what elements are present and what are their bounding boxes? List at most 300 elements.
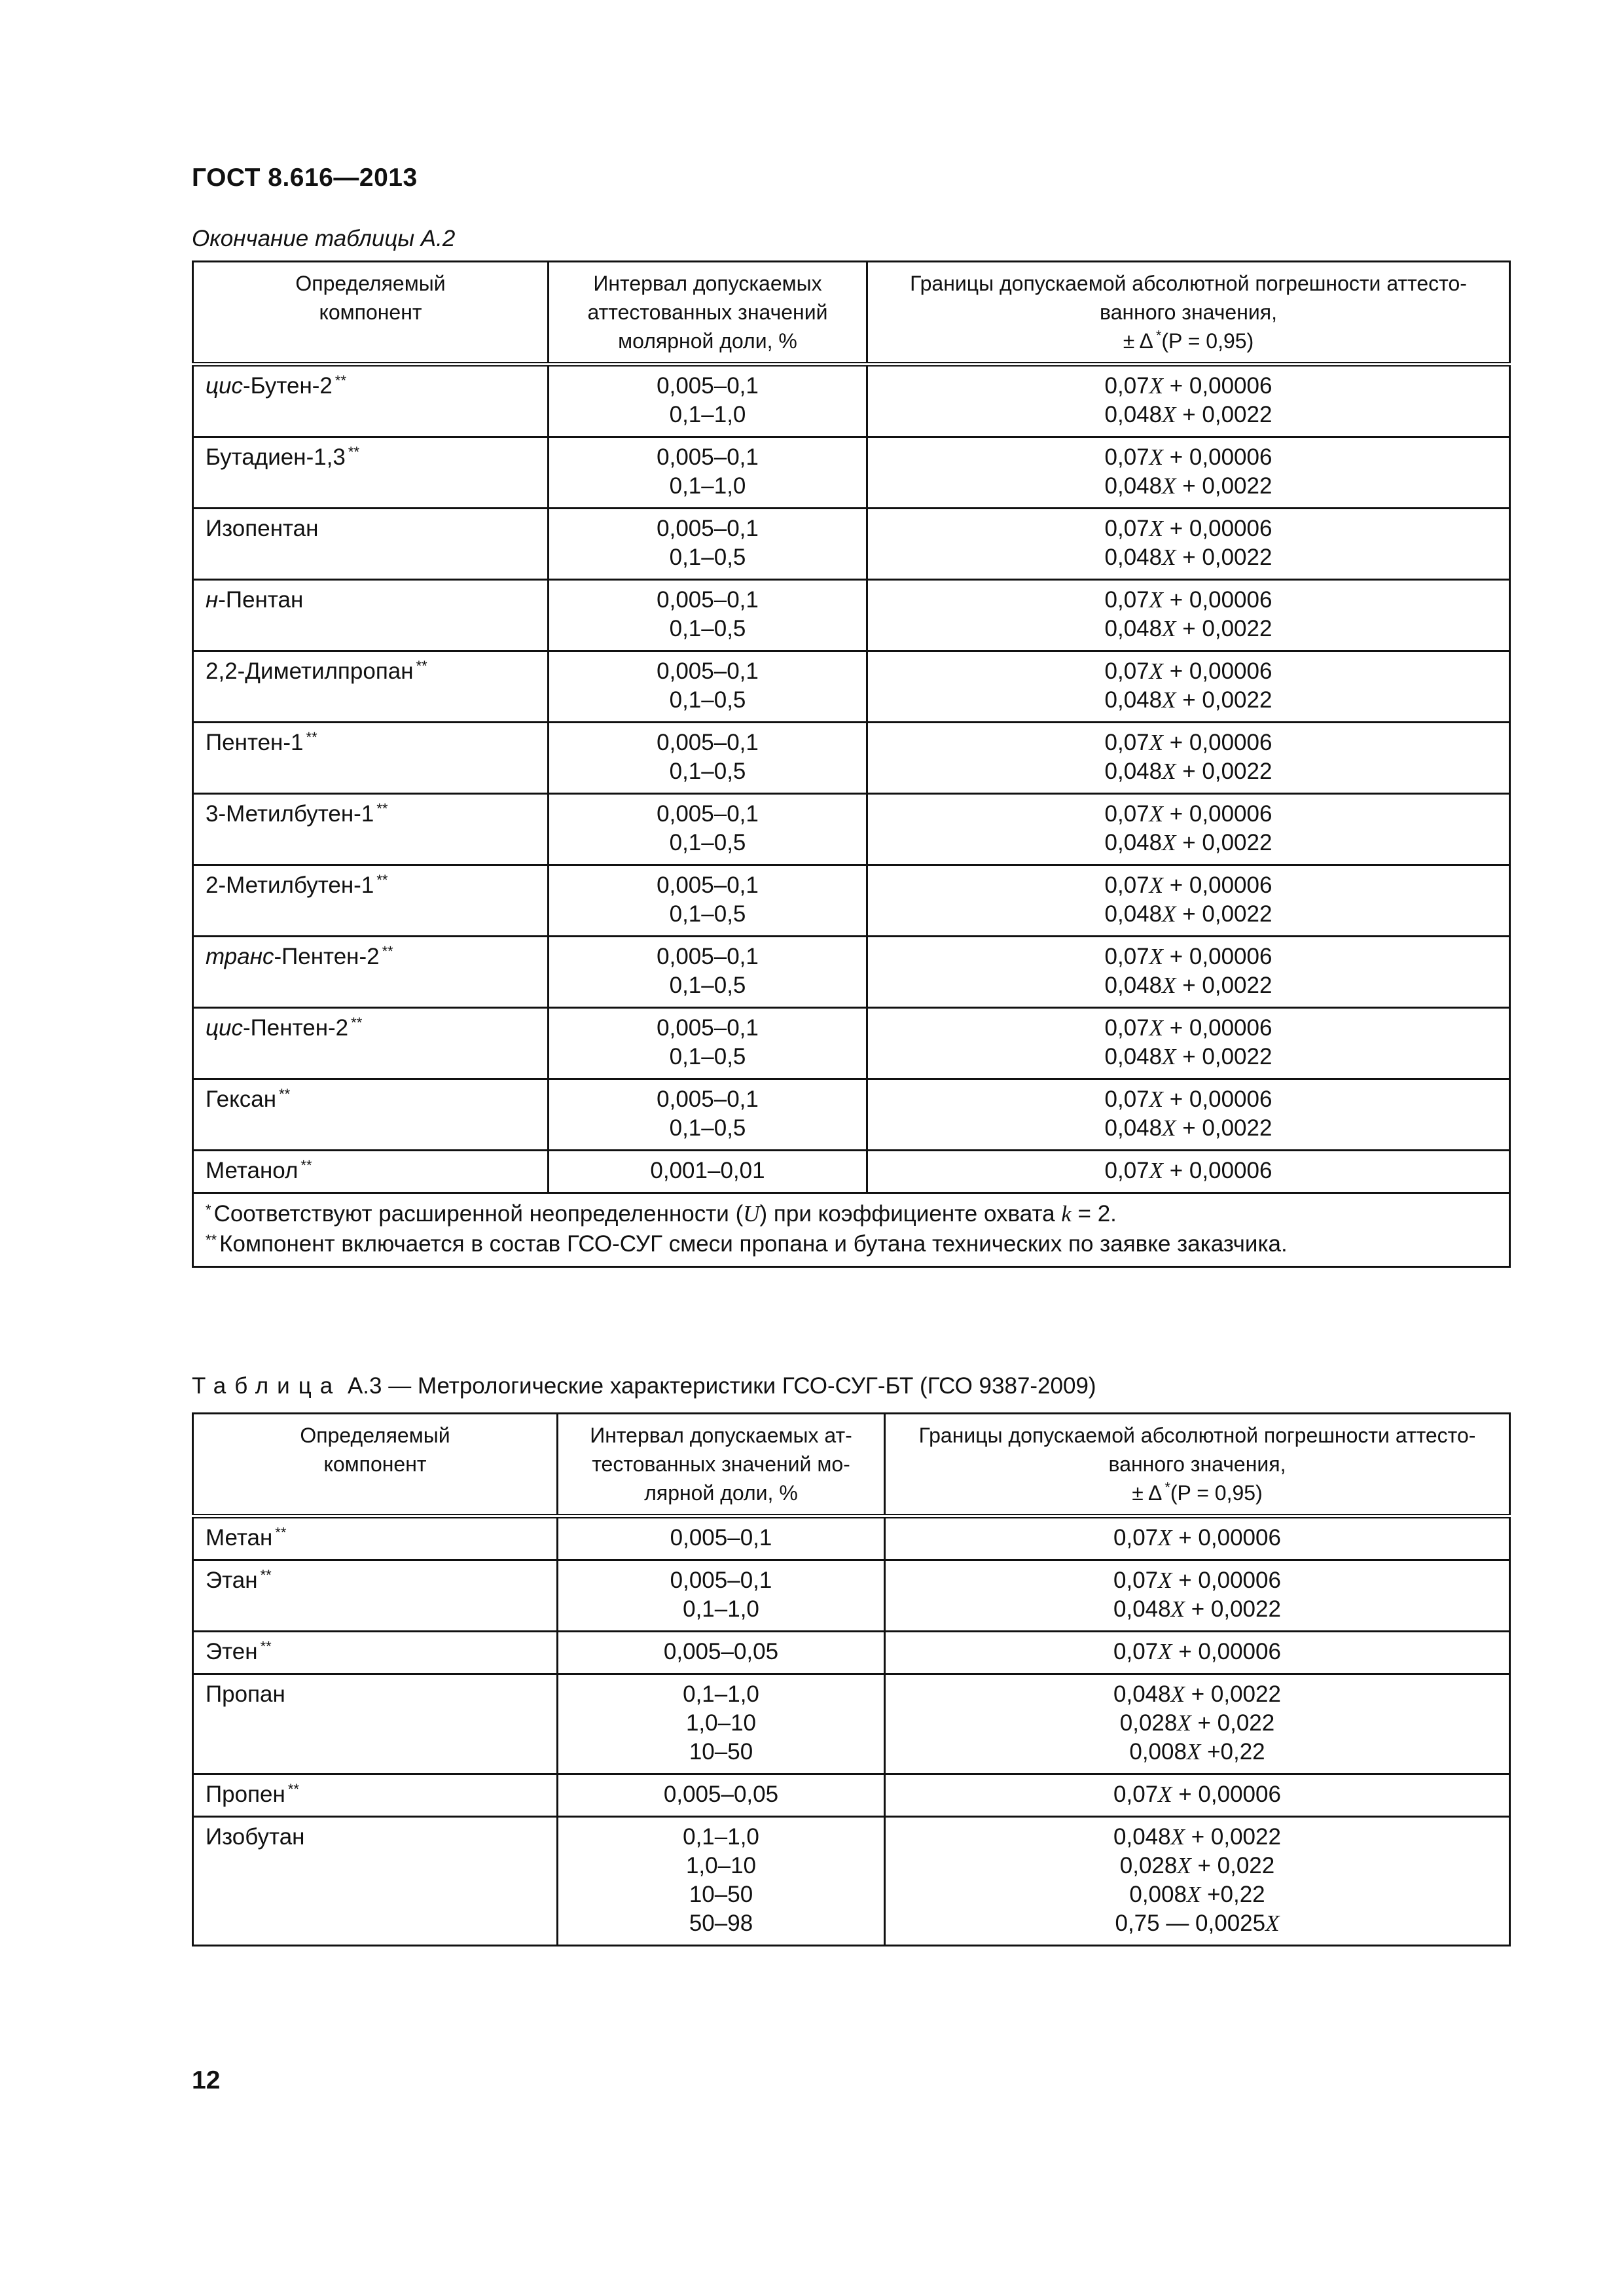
coefficient: 0,07: [1104, 944, 1149, 969]
coefficient: 0,048: [1104, 473, 1163, 499]
table-row: [193, 1817, 1510, 1946]
error-cell: [867, 937, 1510, 1008]
table-a3-header-row: [193, 1414, 1510, 1516]
variable-x: X: [1149, 801, 1164, 827]
interval-cell: [558, 1674, 885, 1774]
interval-value: 0,1–0,5: [669, 830, 746, 855]
variable-x: X: [1162, 1115, 1176, 1141]
component-cell: [193, 1151, 549, 1193]
constant-term: + 0,00006: [1163, 944, 1272, 969]
interval-cell: [549, 580, 867, 651]
error-formula: [897, 1680, 1497, 1709]
error-cell: [867, 509, 1510, 580]
constant-term: + 0,00006: [1163, 1086, 1272, 1112]
coefficient: 0,048: [1104, 687, 1163, 713]
constant-term: + 0,00006: [1163, 516, 1272, 541]
interval-cell: [549, 365, 867, 437]
coefficient: 0,07: [1113, 1639, 1159, 1664]
error-formula: [897, 1823, 1497, 1852]
table-a3: [192, 1412, 1511, 1946]
header-text: Интервал допускаемых ат-: [590, 1424, 852, 1447]
constant-term: + 0,0022: [1176, 402, 1272, 427]
component-name: Бутадиен-1,3: [206, 444, 346, 470]
page-number: 12: [192, 2066, 221, 2094]
interval-value: 0,1–0,5: [669, 759, 746, 784]
error-formula: [897, 1524, 1497, 1552]
component-cell: [193, 937, 549, 1008]
footnote-marker: *: [1155, 327, 1162, 344]
coefficient: 0,048: [1113, 1824, 1171, 1850]
variable-x: X: [1162, 616, 1176, 641]
error-formula: [880, 1014, 1497, 1043]
coefficient: 0,07: [1104, 730, 1149, 755]
error-formula: [880, 900, 1497, 929]
component-cell: [193, 1632, 558, 1674]
variable-x: X: [1149, 516, 1164, 541]
interval-cell: [549, 865, 867, 937]
component-cell: [193, 1674, 558, 1774]
variable-x: X: [1162, 402, 1176, 427]
header-text: Интервал допускаемых: [593, 272, 822, 295]
error-formula: [880, 1114, 1497, 1143]
footnote-variable: U: [743, 1201, 760, 1227]
interval-value: 0,005–0,1: [657, 801, 759, 827]
error-formula: [897, 1595, 1497, 1624]
variable-x: X: [1149, 444, 1164, 470]
footnote-marker: **: [348, 444, 360, 460]
constant-term: + 0,0022: [1185, 1824, 1281, 1850]
component-name: Этан: [206, 1568, 258, 1593]
footnote-marker: **: [382, 943, 393, 960]
variable-x: X: [1149, 587, 1164, 613]
coefficient: 0,07: [1104, 872, 1149, 898]
constant-term: + 0,0022: [1185, 1596, 1281, 1622]
interval-cell: [549, 1079, 867, 1151]
footnote-marker: **: [334, 372, 347, 389]
constant-term: + 0,0022: [1176, 759, 1272, 784]
variable-x: X: [1162, 687, 1176, 713]
table-row: [193, 1079, 1510, 1151]
error-formula: [880, 586, 1497, 615]
coefficient: 0,07: [1104, 1158, 1149, 1183]
variable-x: X: [1149, 872, 1164, 898]
variable-x: X: [1170, 1596, 1185, 1622]
table-row: [193, 651, 1510, 723]
interval-cell: [549, 937, 867, 1008]
interval-value: 0,005–0,1: [657, 444, 759, 470]
footnote-marker: **: [416, 658, 427, 674]
error-cell: [885, 1774, 1510, 1817]
error-cell: [867, 1151, 1510, 1193]
header-text: ванного значения,: [1100, 300, 1277, 324]
coefficient: 0,048: [1104, 830, 1163, 855]
component-cell: [193, 580, 549, 651]
interval-value: 0,005–0,1: [657, 587, 759, 613]
footnote-marker: **: [306, 729, 317, 745]
component-cell: [193, 651, 549, 723]
coefficient: 0,008: [1129, 1882, 1187, 1907]
interval-value: 0,005–0,1: [670, 1525, 772, 1551]
variable-x: X: [1162, 759, 1176, 784]
variable-x: X: [1149, 373, 1164, 399]
header-text: компонент: [319, 300, 422, 324]
interval-value: 50–98: [689, 1910, 753, 1936]
constant-term: +0,22: [1200, 1882, 1265, 1907]
table-row: [193, 1008, 1510, 1079]
interval-cell: [549, 651, 867, 723]
interval-value: 0,1–0,5: [669, 616, 746, 641]
error-formula: [880, 942, 1497, 971]
coefficient: 0,048: [1104, 402, 1163, 427]
error-formula: [880, 728, 1497, 757]
interval-cell: [549, 794, 867, 865]
error-cell: [867, 1008, 1510, 1079]
variable-x: X: [1149, 730, 1164, 755]
interval-value: 0,1–1,0: [683, 1824, 759, 1850]
error-cell: [885, 1516, 1510, 1560]
coefficient: 0,048: [1104, 616, 1163, 641]
coefficient: 0,07: [1104, 587, 1149, 613]
variable-x: X: [1158, 1568, 1172, 1593]
component-name: Изобутан: [206, 1824, 305, 1850]
component-name: -Пентен-2: [242, 1015, 349, 1041]
interval-value: 0,1–1,0: [683, 1681, 759, 1707]
coefficient: 0,048: [1113, 1681, 1171, 1707]
error-formula: [880, 1043, 1497, 1071]
coefficient: 0,048: [1104, 545, 1163, 570]
component-name: 2,2-Диметилпропан: [206, 658, 414, 684]
footnote-marker: *: [206, 1202, 211, 1218]
header-text: аттестованных значений: [587, 300, 828, 324]
interval-cell: [558, 1516, 885, 1560]
component-cell: [193, 1560, 558, 1632]
interval-value: 0,005–0,05: [663, 1639, 779, 1664]
error-formula: [880, 401, 1497, 429]
error-cell: [867, 794, 1510, 865]
constant-term: + 0,0022: [1176, 473, 1272, 499]
error-formula: [880, 615, 1497, 643]
component-cell: [193, 1079, 549, 1151]
interval-value: 0,005–0,05: [663, 1782, 779, 1807]
header-text: Границы допускаемой абсолютной погрешности аттесто-: [910, 272, 1467, 295]
table-row: [193, 1674, 1510, 1774]
header-text: Границы допускаемой абсолютной погрешности аттесто-: [918, 1424, 1476, 1447]
interval-cell: [558, 1774, 885, 1817]
footnote-2: [206, 1229, 1497, 1259]
error-formula: [880, 1157, 1497, 1185]
table-a3-caption: [192, 1373, 1096, 1399]
component-name: Пропен: [206, 1782, 285, 1807]
footnote-marker: **: [275, 1524, 287, 1541]
component-name: 3-Метилбутен-1: [206, 801, 374, 827]
footnote-marker: **: [260, 1567, 272, 1583]
interval-value: 0,005–0,1: [670, 1568, 772, 1593]
coefficient: 0,75 — 0,0025: [1115, 1910, 1266, 1936]
component-name: Гексан: [206, 1086, 277, 1112]
interval-cell: [549, 1008, 867, 1079]
variable-x: X: [1149, 1015, 1164, 1041]
error-cell: [885, 1817, 1510, 1946]
interval-cell: [549, 723, 867, 794]
constant-term: + 0,00006: [1163, 658, 1272, 684]
variable-x: X: [1162, 973, 1176, 998]
coefficient: 0,028: [1119, 1853, 1178, 1878]
interval-value: 0,1–0,5: [669, 1044, 746, 1069]
constant-term: + 0,00006: [1172, 1525, 1281, 1551]
footnote-marker: **: [376, 800, 388, 817]
component-prefix: цис: [206, 1015, 243, 1041]
error-cell: [867, 437, 1510, 509]
error-formula: [880, 472, 1497, 501]
variable-x: X: [1149, 944, 1164, 969]
footnote-marker: *: [1164, 1479, 1170, 1496]
table-row: [193, 794, 1510, 865]
error-formula: [880, 686, 1497, 715]
table-row: [193, 865, 1510, 937]
header-text: тестованных значений мо-: [592, 1452, 850, 1476]
footnote-text: = 2.: [1071, 1201, 1117, 1227]
table-a2-caption: Окончание таблицы А.2: [192, 226, 456, 251]
interval-value: 0,1–0,5: [669, 545, 746, 570]
component-cell: [193, 1008, 549, 1079]
variable-x: X: [1162, 901, 1176, 927]
coefficient: 0,07: [1104, 373, 1149, 399]
table-row: [193, 1516, 1510, 1560]
interval-value: 0,1–0,5: [669, 973, 746, 998]
constant-term: + 0,00006: [1163, 587, 1272, 613]
coefficient: 0,07: [1113, 1782, 1159, 1807]
error-cell: [885, 1560, 1510, 1632]
interval-value: 0,005–0,1: [657, 730, 759, 755]
interval-value: 1,0–10: [685, 1710, 757, 1736]
error-cell: [867, 580, 1510, 651]
component-name: -Пентан: [218, 587, 304, 613]
coefficient: 0,048: [1113, 1596, 1171, 1622]
interval-value: 0,1–0,5: [669, 687, 746, 713]
component-cell: [193, 794, 549, 865]
error-formula: [880, 1085, 1497, 1114]
constant-term: + 0,0022: [1176, 1044, 1272, 1069]
variable-x: X: [1186, 1882, 1201, 1907]
header-text: компонент: [323, 1452, 427, 1476]
interval-cell: [558, 1817, 885, 1946]
variable-x: X: [1265, 1910, 1280, 1936]
constant-term: + 0,0022: [1176, 616, 1272, 641]
interval-value: 0,005–0,1: [657, 658, 759, 684]
variable-x: X: [1158, 1782, 1172, 1807]
component-name: Метан: [206, 1525, 273, 1551]
table-row: [193, 437, 1510, 509]
component-cell: [193, 865, 549, 937]
constant-term: + 0,0022: [1176, 687, 1272, 713]
constant-term: + 0,00006: [1172, 1568, 1281, 1593]
table-row: [193, 1560, 1510, 1632]
header-text: [880, 327, 1497, 355]
variable-x: X: [1177, 1853, 1191, 1878]
component-cell: [193, 723, 549, 794]
error-formula: [897, 1709, 1497, 1738]
coefficient: 0,048: [1104, 901, 1163, 927]
table-a3-caption-text: А.3 — Метрологические характеристики ГСО-СУГ-БТ (ГСО 9387-2009): [341, 1373, 1096, 1399]
table-a2-body: [193, 365, 1510, 1193]
footnote-text: Компонент включается в состав ГСО-СУГ смеси пропана и бутана технических по заявке заказчика.: [219, 1231, 1288, 1257]
coefficient: 0,07: [1104, 1086, 1149, 1112]
component-prefix: н: [206, 587, 219, 613]
error-formula: [880, 543, 1497, 572]
variable-x: X: [1170, 1824, 1185, 1850]
interval-value: 0,005–0,1: [657, 516, 759, 541]
variable-x: X: [1149, 1086, 1164, 1112]
table-a3-caption-word: Таблица: [192, 1373, 342, 1399]
error-formula: [897, 1738, 1497, 1767]
footnote-marker: **: [260, 1638, 272, 1655]
variable-x: X: [1158, 1639, 1172, 1664]
error-cell: [867, 865, 1510, 937]
footnote-marker: **: [279, 1086, 291, 1102]
coefficient: 0,048: [1104, 1115, 1163, 1141]
error-cell: [885, 1674, 1510, 1774]
interval-value: 10–50: [689, 1882, 753, 1907]
error-formula: [880, 971, 1497, 1000]
header-text-part: ± Δ: [1123, 329, 1153, 353]
constant-term: + 0,0022: [1176, 901, 1272, 927]
coefficient: 0,07: [1113, 1568, 1159, 1593]
error-formula: [897, 1880, 1497, 1909]
interval-value: 0,005–0,1: [657, 1015, 759, 1041]
interval-value: 0,1–1,0: [669, 402, 746, 427]
coefficient: 0,07: [1104, 444, 1149, 470]
coefficient: 0,07: [1113, 1525, 1159, 1551]
error-cell: [885, 1632, 1510, 1674]
column-header-interval: [558, 1414, 885, 1516]
interval-value: 0,1–1,0: [683, 1596, 759, 1622]
component-cell: [193, 1774, 558, 1817]
error-formula: [880, 800, 1497, 829]
error-formula: [897, 1566, 1497, 1595]
interval-value: 0,005–0,1: [657, 944, 759, 969]
header-text-part: (P = 0,95): [1170, 1481, 1263, 1505]
coefficient: 0,07: [1104, 516, 1149, 541]
table-a2-footnotes-row: [193, 1193, 1510, 1267]
component-cell: [193, 437, 549, 509]
constant-term: + 0,00006: [1163, 872, 1272, 898]
constant-term: + 0,00006: [1163, 801, 1272, 827]
error-cell: [867, 365, 1510, 437]
footnote-marker: **: [351, 1014, 363, 1031]
component-name: Изопентан: [206, 516, 319, 541]
variable-x: X: [1162, 545, 1176, 570]
table-a2-header-row: [193, 262, 1510, 365]
footnote-marker: **: [287, 1781, 299, 1797]
constant-term: + 0,022: [1191, 1853, 1275, 1878]
header-text-part: ± Δ: [1132, 1481, 1163, 1505]
variable-x: X: [1162, 473, 1176, 499]
error-formula: [897, 1638, 1497, 1666]
constant-term: + 0,00006: [1163, 1015, 1272, 1041]
coefficient: 0,07: [1104, 1015, 1149, 1041]
coefficient: 0,048: [1104, 759, 1163, 784]
table-a3-body: [193, 1516, 1510, 1946]
component-cell: [193, 1817, 558, 1946]
header-text: Определяемый: [295, 272, 446, 295]
variable-x: X: [1149, 1158, 1164, 1183]
error-formula: [880, 443, 1497, 472]
footnote-variable: k: [1061, 1201, 1072, 1227]
interval-cell: [549, 509, 867, 580]
interval-value: 0,001–0,01: [650, 1158, 765, 1183]
table-row: [193, 1774, 1510, 1817]
header-text: молярной доли, %: [618, 329, 797, 353]
error-formula: [897, 1852, 1497, 1880]
table-a2: [192, 260, 1511, 1268]
interval-cell: [558, 1560, 885, 1632]
constant-term: + 0,022: [1191, 1710, 1275, 1736]
table-row: [193, 365, 1510, 437]
constant-term: + 0,00006: [1163, 1158, 1272, 1183]
component-name: 2-Метилбутен-1: [206, 872, 374, 898]
coefficient: 0,07: [1104, 658, 1149, 684]
interval-value: 0,005–0,1: [657, 373, 759, 399]
error-formula: [880, 372, 1497, 401]
constant-term: + 0,00006: [1163, 444, 1272, 470]
constant-term: + 0,0022: [1176, 545, 1272, 570]
component-prefix: транс: [206, 944, 274, 969]
header-text: [897, 1479, 1497, 1507]
constant-term: + 0,0022: [1185, 1681, 1281, 1707]
footnote-marker: **: [206, 1232, 217, 1248]
header-text: Определяемый: [300, 1424, 450, 1447]
variable-x: X: [1158, 1525, 1172, 1551]
constant-term: + 0,00006: [1163, 730, 1272, 755]
interval-value: 0,1–0,5: [669, 1115, 746, 1141]
component-name: -Пентен-2: [274, 944, 380, 969]
footnote-marker: **: [376, 872, 388, 888]
header-text: лярной доли, %: [644, 1481, 798, 1505]
component-name: Пропан: [206, 1681, 285, 1707]
table-row: [193, 937, 1510, 1008]
error-cell: [867, 723, 1510, 794]
table-row: [193, 509, 1510, 580]
variable-x: X: [1162, 830, 1176, 855]
column-header-error: [867, 262, 1510, 365]
component-name: -Бутен-2: [242, 373, 333, 399]
component-name: Пентен-1: [206, 730, 304, 755]
table-a2-footnotes: [193, 1193, 1510, 1267]
coefficient: 0,048: [1104, 1044, 1163, 1069]
component-cell: [193, 365, 549, 437]
column-header-component: [193, 1414, 558, 1516]
variable-x: X: [1170, 1681, 1185, 1707]
variable-x: X: [1186, 1739, 1201, 1765]
column-header-interval: [549, 262, 867, 365]
footnote-1: [206, 1199, 1497, 1229]
error-formula: [880, 657, 1497, 686]
footnote-marker: **: [300, 1157, 312, 1174]
table-row: [193, 723, 1510, 794]
component-cell: [193, 1516, 558, 1560]
variable-x: X: [1162, 1044, 1176, 1069]
coefficient: 0,008: [1129, 1739, 1187, 1765]
constant-term: + 0,0022: [1176, 830, 1272, 855]
interval-value: 10–50: [689, 1739, 753, 1765]
error-cell: [867, 651, 1510, 723]
table-row: [193, 1632, 1510, 1674]
constant-term: + 0,00006: [1172, 1639, 1281, 1664]
constant-term: +0,22: [1200, 1739, 1265, 1765]
column-header-component: [193, 262, 549, 365]
interval-value: 0,1–0,5: [669, 901, 746, 927]
interval-value: 0,005–0,1: [657, 1086, 759, 1112]
